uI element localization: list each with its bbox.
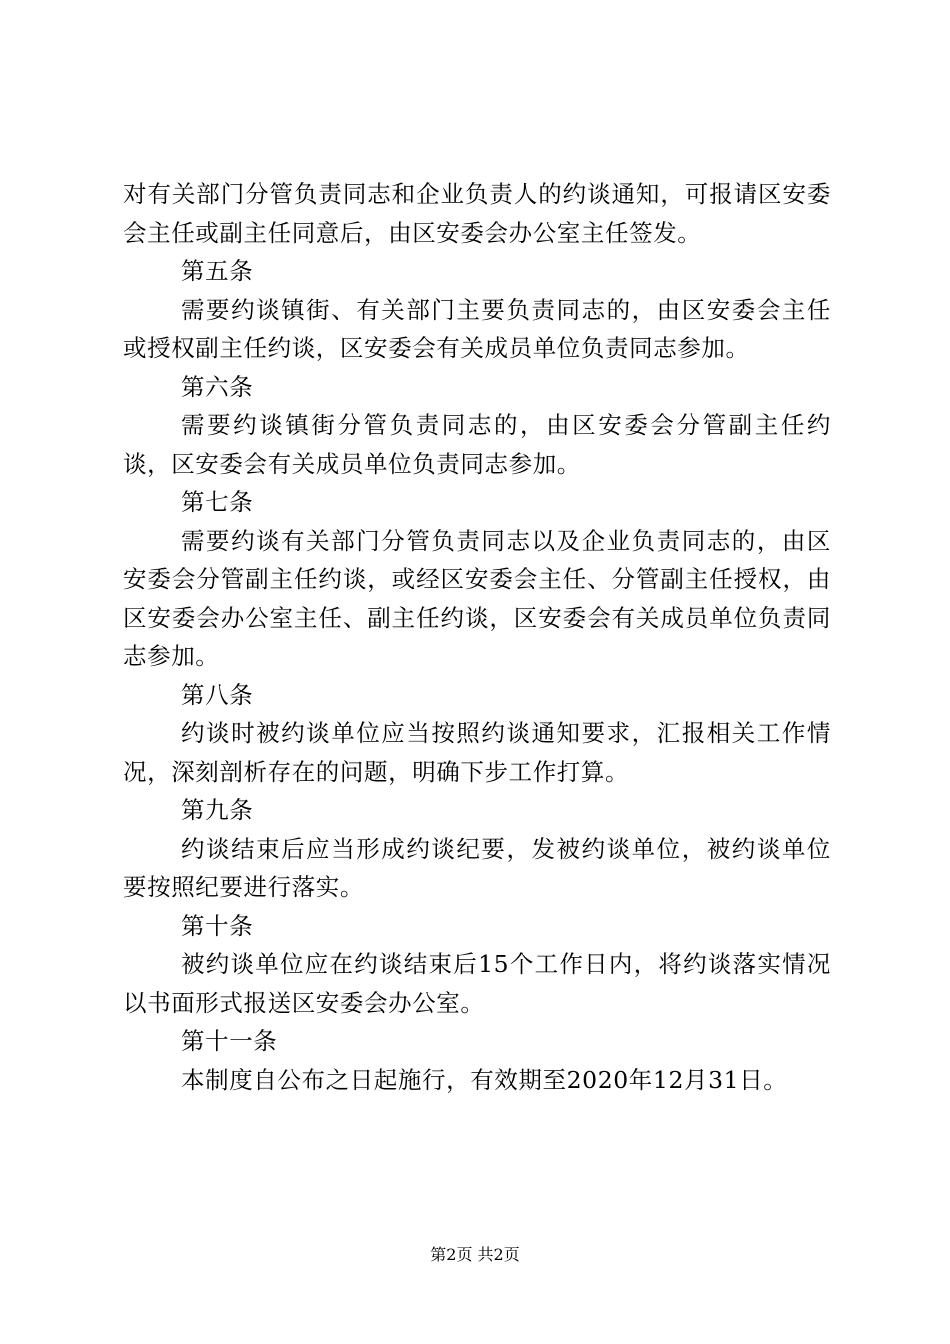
article-heading-9: 第九条 xyxy=(181,796,254,824)
document-body xyxy=(123,175,831,1099)
page-footer: 第2页 共2页 xyxy=(430,1245,520,1264)
paragraph-article-5: 需要约谈镇街、有关部门主要负责同志的，由区安委会主任或授权副主任约谈，区安委会有关成员单位负责同志参加。 xyxy=(123,295,831,362)
paragraph-article-9: 约谈结束后应当形成约谈纪要，发被约谈单位，被约谈单位要按照纪要进行落实。 xyxy=(123,834,831,901)
paragraph-0: 对有关部门分管负责同志和企业负责人的约谈通知，可报请区安委会主任或副主任同意后，由区安委会办公室主任签发。 xyxy=(123,180,831,247)
article-heading-10: 第十条 xyxy=(181,911,254,940)
paragraph-article-8: 约谈时被约谈单位应当按照约谈通知要求，汇报相关工作情况，深刻剖析存在的问题，明确下步工作打算。 xyxy=(123,719,831,786)
article-heading-8: 第八条 xyxy=(181,680,254,709)
article-heading-6: 第六条 xyxy=(181,372,254,401)
article-heading-11: 第十一条 xyxy=(181,1027,278,1055)
paragraph-article-7: 需要约谈有关部门分管负责同志以及企业负责同志的，由区安委会分管副主任约谈，或经区安委会主任、分管副主任授权，由区安委会办公室主任、副主任约谈，区安委会有关成员单位负责同志参加。 xyxy=(123,526,831,670)
paragraph-article-10: 被约谈单位应在约谈结束后15个工作日内，将约谈落实情况以书面形式报送区安委会办公室。 xyxy=(123,950,831,1017)
paragraph-article-6: 需要约谈镇街分管负责同志的，由区安委会分管副主任约谈，区安委会有关成员单位负责同志参加。 xyxy=(123,411,831,478)
paragraph-article-11: 本制度自公布之日起施行，有效期至2020年12月31日。 xyxy=(181,1065,788,1094)
article-heading-7: 第七条 xyxy=(181,488,254,516)
article-heading-5: 第五条 xyxy=(181,257,254,285)
